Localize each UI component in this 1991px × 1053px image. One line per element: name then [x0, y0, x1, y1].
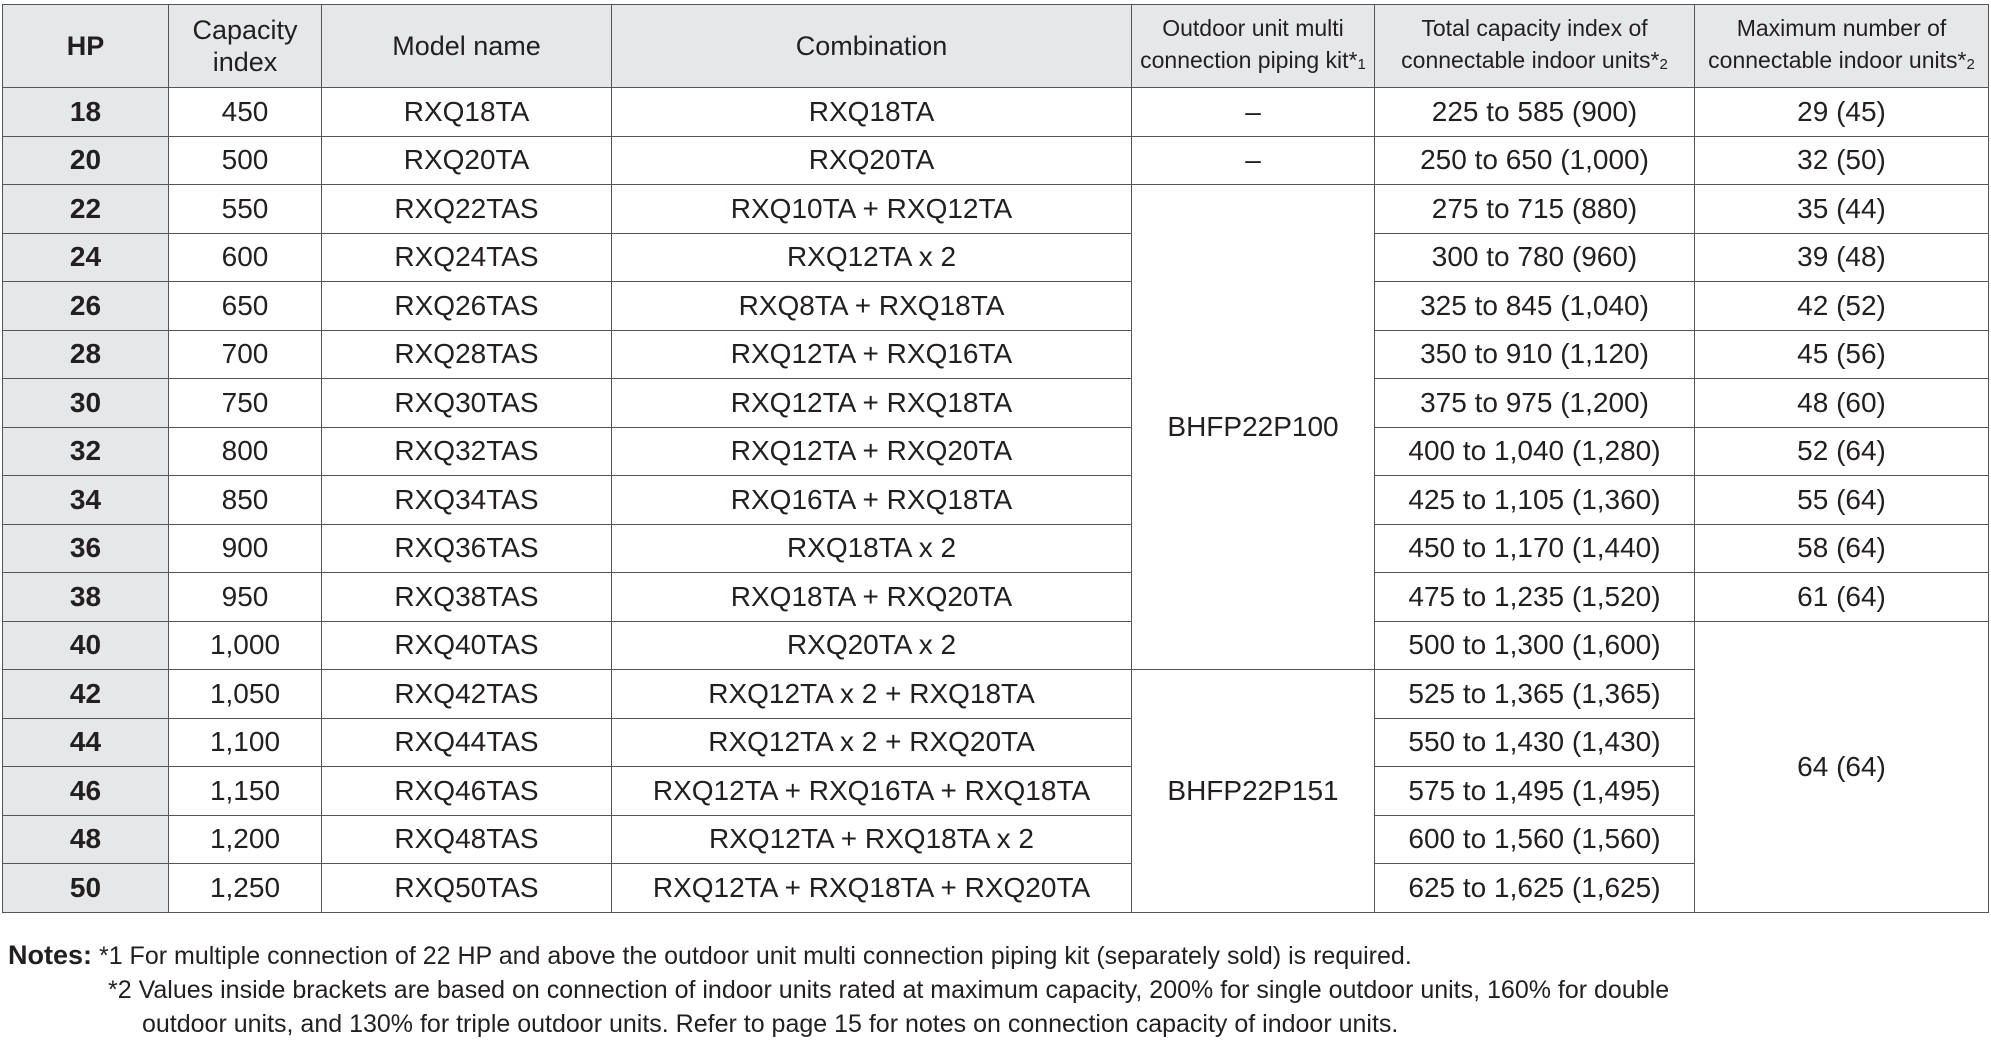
max-units-cell: 48 (60) — [1695, 379, 1989, 428]
model-combination-table — [2, 4, 1989, 913]
max-units-cell: 45 (56) — [1695, 330, 1989, 379]
table-row — [3, 476, 1989, 525]
model-name-cell: RXQ28TAS — [322, 330, 612, 379]
model-name-cell: RXQ40TAS — [322, 621, 612, 670]
model-name-cell: RXQ18TA — [322, 88, 612, 137]
combination-cell: RXQ12TA + RXQ20TA — [612, 427, 1132, 476]
max-units-cell: 55 (64) — [1695, 476, 1989, 525]
combination-cell: RXQ12TA + RXQ18TA — [612, 379, 1132, 428]
max-units-cell: 52 (64) — [1695, 427, 1989, 476]
model-name-cell: RXQ46TAS — [322, 767, 612, 816]
capacity-index-cell: 750 — [169, 379, 322, 428]
total-capacity-cell: 475 to 1,235 (1,520) — [1375, 573, 1695, 622]
table-row — [3, 185, 1989, 234]
capacity-index-cell: 1,100 — [169, 718, 322, 767]
combination-cell: RXQ12TA + RXQ16TA + RXQ18TA — [612, 767, 1132, 816]
hp-cell: 38 — [3, 573, 169, 622]
footnote-marker: 2 — [1966, 55, 1975, 73]
combination-cell: RXQ10TA + RXQ12TA — [612, 185, 1132, 234]
table-row — [3, 718, 1989, 767]
capacity-index-cell: 450 — [169, 88, 322, 137]
capacity-index-cell: 1,150 — [169, 767, 322, 816]
capacity-index-cell: 550 — [169, 185, 322, 234]
hp-cell: 26 — [3, 282, 169, 331]
table-row — [3, 136, 1989, 185]
combination-cell: RXQ12TA + RXQ18TA x 2 — [612, 815, 1132, 864]
table-body — [3, 88, 1989, 913]
combination-cell: RXQ12TA x 2 + RXQ20TA — [612, 718, 1132, 767]
hp-cell: 44 — [3, 718, 169, 767]
capacity-index-cell: 1,250 — [169, 864, 322, 913]
capacity-index-cell: 800 — [169, 427, 322, 476]
header-combination: Combination — [612, 5, 1132, 88]
hp-cell: 34 — [3, 476, 169, 525]
hp-cell: 28 — [3, 330, 169, 379]
note-2-line-1: *2 Values inside brackets are based on connection of indoor units rated at maximum capacity, 200% for single outdoor units, 160% for double — [108, 976, 1670, 1004]
header-row — [3, 5, 1989, 88]
table-row — [3, 330, 1989, 379]
model-name-cell: RXQ26TAS — [322, 282, 612, 331]
total-capacity-cell: 375 to 975 (1,200) — [1375, 379, 1695, 428]
max-units-cell: 29 (45) — [1695, 88, 1989, 137]
capacity-index-cell: 850 — [169, 476, 322, 525]
capacity-index-cell: 950 — [169, 573, 322, 622]
capacity-index-cell: 1,000 — [169, 621, 322, 670]
note-2-line-2: outdoor units, and 130% for triple outdoor units. Refer to page 15 for notes on connection capacity of indoor units. — [142, 1010, 1399, 1038]
total-capacity-cell: 500 to 1,300 (1,600) — [1375, 621, 1695, 670]
capacity-index-cell: 500 — [169, 136, 322, 185]
table-row — [3, 767, 1989, 816]
max-units-cell: 32 (50) — [1695, 136, 1989, 185]
table-row — [3, 379, 1989, 428]
model-name-cell: RXQ38TAS — [322, 573, 612, 622]
hp-cell: 24 — [3, 233, 169, 282]
spec-table-container — [2, 4, 1989, 913]
model-name-cell: RXQ44TAS — [322, 718, 612, 767]
combination-cell: RXQ20TA x 2 — [612, 621, 1132, 670]
header-piping-kit: Outdoor unit multi connection piping kit*$^1$ — [1132, 5, 1375, 88]
total-capacity-cell: 550 to 1,430 (1,430) — [1375, 718, 1695, 767]
max-units-cell-merged: 64 (64) — [1695, 621, 1989, 912]
note-1: *1 For multiple connection of 22 HP and above the outdoor unit multi connection piping kit (separately sold) is required. — [98, 942, 1412, 970]
total-capacity-cell: 600 to 1,560 (1,560) — [1375, 815, 1695, 864]
header-model-name: Model name — [322, 5, 612, 88]
model-name-cell: RXQ50TAS — [322, 864, 612, 913]
combination-cell: RXQ18TA + RXQ20TA — [612, 573, 1132, 622]
table-row — [3, 233, 1989, 282]
table-row — [3, 282, 1989, 331]
header-hp: HP — [3, 5, 169, 88]
hp-cell: 36 — [3, 524, 169, 573]
hp-cell: 50 — [3, 864, 169, 913]
table-row — [3, 670, 1989, 719]
total-capacity-cell: 450 to 1,170 (1,440) — [1375, 524, 1695, 573]
table-row — [3, 864, 1989, 913]
capacity-index-cell: 600 — [169, 233, 322, 282]
capacity-index-cell: 650 — [169, 282, 322, 331]
combination-cell: RXQ16TA + RXQ18TA — [612, 476, 1132, 525]
total-capacity-cell: 575 to 1,495 (1,495) — [1375, 767, 1695, 816]
capacity-index-cell: 1,050 — [169, 670, 322, 719]
model-name-cell: RXQ48TAS — [322, 815, 612, 864]
combination-cell: RXQ18TA — [612, 88, 1132, 137]
total-capacity-cell: 325 to 845 (1,040) — [1375, 282, 1695, 331]
combination-cell: RXQ12TA + RXQ18TA + RXQ20TA — [612, 864, 1132, 913]
table-row — [3, 621, 1989, 670]
total-capacity-cell: 300 to 780 (960) — [1375, 233, 1695, 282]
piping-kit-cell-group-2: BHFP22P151 — [1132, 670, 1375, 913]
total-capacity-cell: 275 to 715 (880) — [1375, 185, 1695, 234]
model-name-cell: RXQ20TA — [322, 136, 612, 185]
hp-cell: 20 — [3, 136, 169, 185]
header-total-capacity: Total capacity index of connectable indoor units*$^2$ — [1375, 5, 1695, 88]
hp-cell: 42 — [3, 670, 169, 719]
model-name-cell: RXQ36TAS — [322, 524, 612, 573]
notes-label: Notes: — [8, 940, 93, 970]
combination-cell: RXQ20TA — [612, 136, 1132, 185]
piping-kit-cell: – — [1132, 136, 1375, 185]
model-name-cell: RXQ32TAS — [322, 427, 612, 476]
hp-cell: 18 — [3, 88, 169, 137]
notes-section — [8, 938, 1968, 1041]
max-units-cell: 35 (44) — [1695, 185, 1989, 234]
total-capacity-cell: 250 to 650 (1,000) — [1375, 136, 1695, 185]
footnote-marker: 2 — [1659, 55, 1668, 73]
model-name-cell: RXQ30TAS — [322, 379, 612, 428]
total-capacity-cell: 425 to 1,105 (1,360) — [1375, 476, 1695, 525]
total-capacity-cell: 400 to 1,040 (1,280) — [1375, 427, 1695, 476]
footnote-marker: 1 — [1357, 55, 1366, 73]
hp-cell: 40 — [3, 621, 169, 670]
model-name-cell: RXQ34TAS — [322, 476, 612, 525]
max-units-cell: 39 (48) — [1695, 233, 1989, 282]
capacity-index-cell: 700 — [169, 330, 322, 379]
max-units-cell: 58 (64) — [1695, 524, 1989, 573]
hp-cell: 32 — [3, 427, 169, 476]
hp-cell: 48 — [3, 815, 169, 864]
table-row — [3, 88, 1989, 137]
table-row — [3, 573, 1989, 622]
max-units-cell: 42 (52) — [1695, 282, 1989, 331]
header-max-units: Maximum number of connectable indoor units*$^2$ — [1695, 5, 1989, 88]
total-capacity-cell: 625 to 1,625 (1,625) — [1375, 864, 1695, 913]
model-name-cell: RXQ24TAS — [322, 233, 612, 282]
hp-cell: 46 — [3, 767, 169, 816]
piping-kit-cell: – — [1132, 88, 1375, 137]
hp-cell: 22 — [3, 185, 169, 234]
combination-cell: RXQ12TA x 2 — [612, 233, 1132, 282]
piping-kit-cell-group-1: BHFP22P100 — [1132, 185, 1375, 670]
capacity-index-cell: 1,200 — [169, 815, 322, 864]
max-units-cell: 61 (64) — [1695, 573, 1989, 622]
combination-cell: RXQ12TA x 2 + RXQ18TA — [612, 670, 1132, 719]
hp-cell: 30 — [3, 379, 169, 428]
total-capacity-cell: 350 to 910 (1,120) — [1375, 330, 1695, 379]
combination-cell: RXQ8TA + RXQ18TA — [612, 282, 1132, 331]
table-row — [3, 427, 1989, 476]
total-capacity-cell: 525 to 1,365 (1,365) — [1375, 670, 1695, 719]
total-capacity-cell: 225 to 585 (900) — [1375, 88, 1695, 137]
header-capacity-index: Capacity index — [169, 5, 322, 88]
capacity-index-cell: 900 — [169, 524, 322, 573]
model-name-cell: RXQ42TAS — [322, 670, 612, 719]
combination-cell: RXQ18TA x 2 — [612, 524, 1132, 573]
table-row — [3, 524, 1989, 573]
model-name-cell: RXQ22TAS — [322, 185, 612, 234]
table-row — [3, 815, 1989, 864]
combination-cell: RXQ12TA + RXQ16TA — [612, 330, 1132, 379]
